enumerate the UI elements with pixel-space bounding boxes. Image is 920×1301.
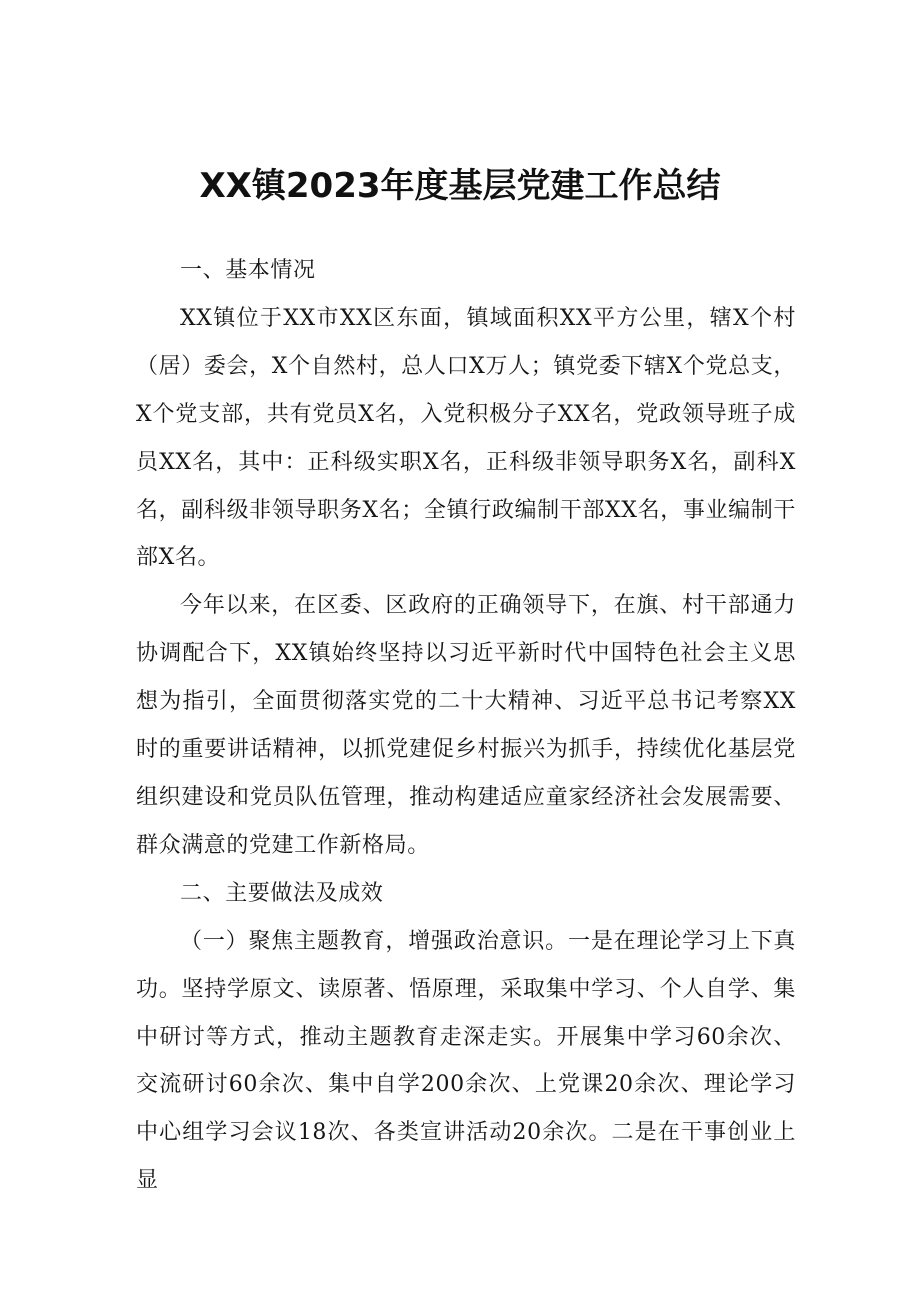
section-heading-basic-info: 一、基本情况 (180, 258, 316, 283)
paragraph-overview: 今年以来，在区委、区政府的正确领导下，在旗、村干部通力协调配合下，XX镇始终坚持以习近平新时代中国特色社会主义思想为指引，全面贯彻落实党的二十大精神、习近平总书记考察XX时的重要讲话精神，以抓党建促乡村振兴为抓手，持续优化基层党组织建设和党员队伍管理，推动构建适应童家经济社会发展需要、群众满意的党建工作新格局。 (136, 593, 796, 858)
paragraph-theme-education: （一）聚焦主题教育，增强政治意识。一是在理论学习上下真功。坚持学原文、读原著、悟原理，采取集中学习、个人自学、集中研讨等方式，推动主题教育走深走实。开展集中学习60余次、交流研讨60余次、集中自学200余次、上党课20余次、理论学习中心组学习会议18次、各类宣讲活动20余次。二是在干事创业上显 (136, 928, 796, 1194)
document-body (136, 247, 796, 1205)
section-heading-main-practices: 二、主要做法及成效 (180, 880, 384, 906)
document-title: XX镇2023年度基层党建工作总结 (199, 166, 721, 206)
paragraph-basic-info: XX镇位于XX市XX区东面，镇域面积XX平方公里，辖X个村（居）委会，X个自然村，总人口X万人；镇党委下辖X个党总支，X个党支部，共有党员X名，入党积极分子XX名，党政领导班子成员XX名，其中：正科级实职X名，正科级非领导职务X名，副科X名，副科级非领导职务X名；全镇行政编制干部XX名，事业编制干部X名。 (136, 305, 796, 571)
